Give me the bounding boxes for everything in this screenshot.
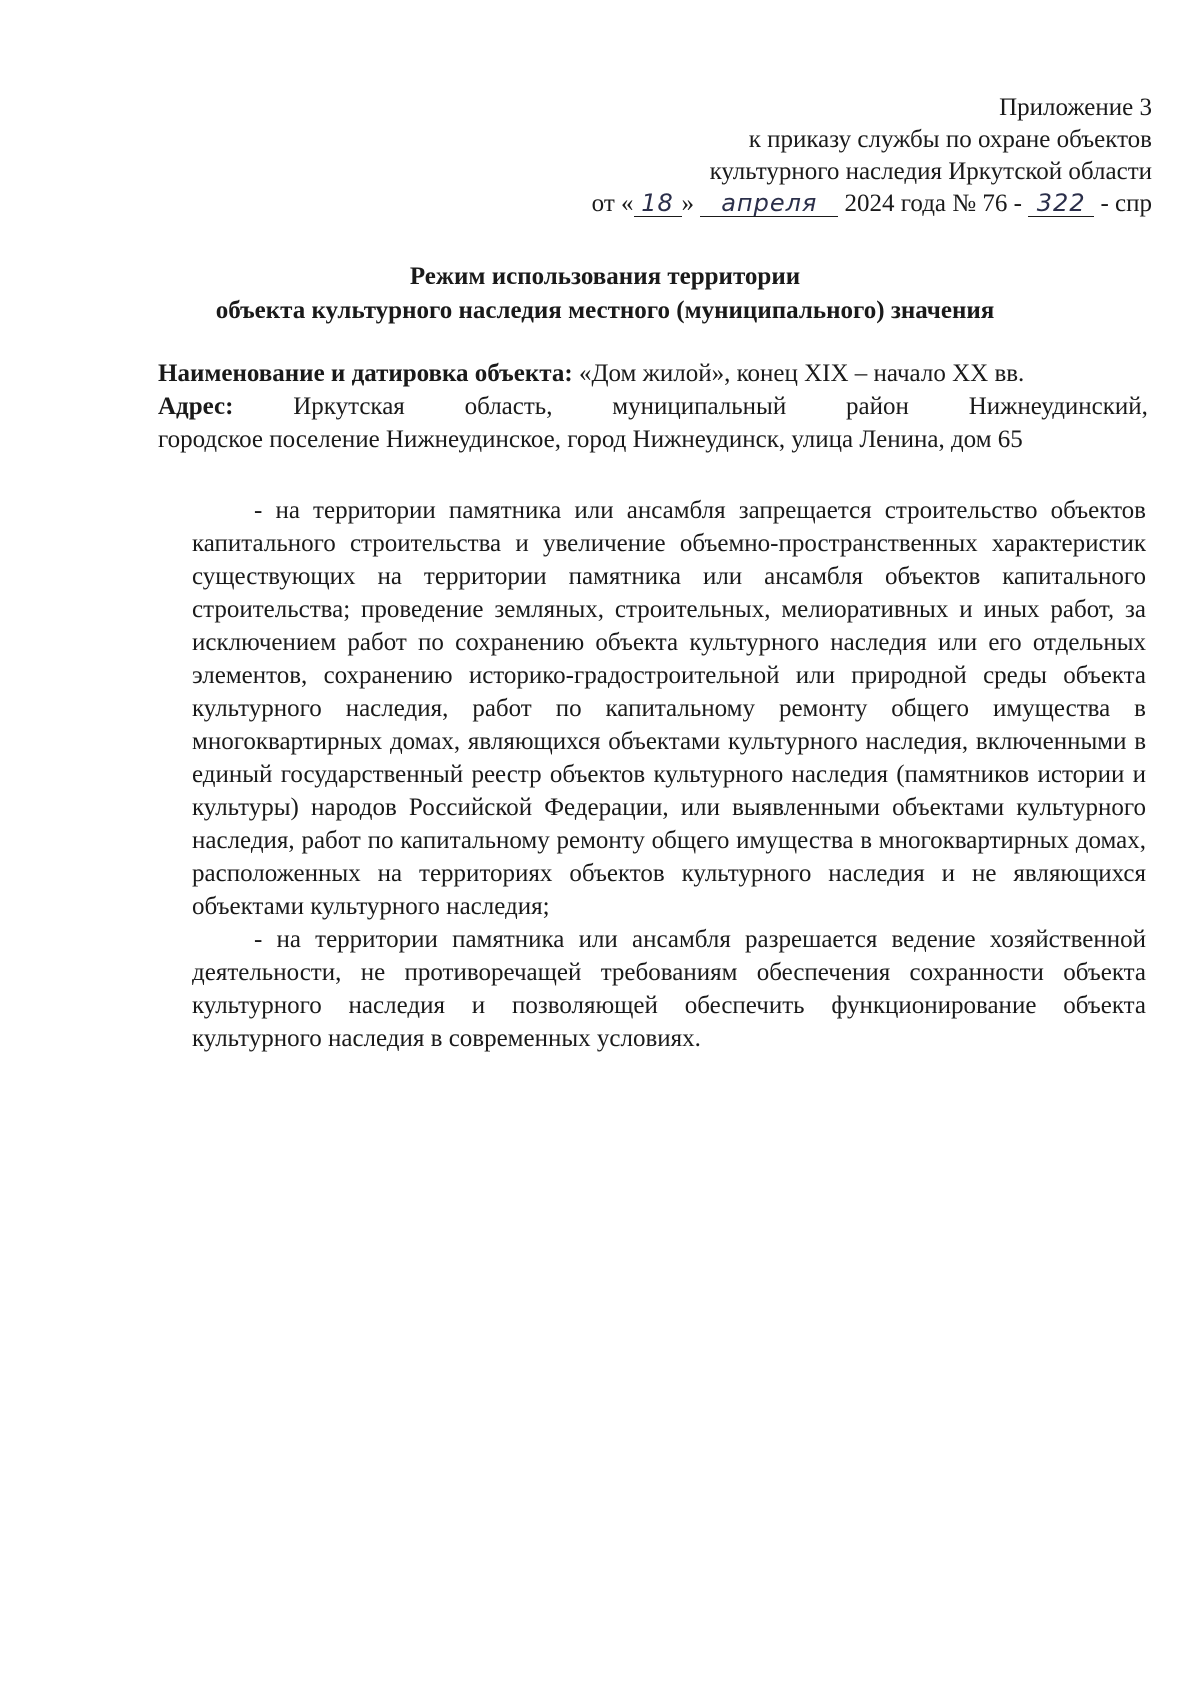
date-mid: »: [681, 190, 695, 217]
order-reference-line2: культурного наследия Иркутской области: [709, 158, 1152, 185]
regime-text: [192, 494, 1146, 1055]
title-line2: объекта культурного наследия местного (муниципального) значения: [215, 297, 995, 324]
date-prefix: от «: [591, 190, 634, 217]
address-word: область,: [464, 393, 553, 420]
address-word: Нижнеудинский,: [968, 393, 1148, 420]
year-and-number: 2024 года № 76 -: [844, 190, 1022, 217]
order-suffix: - спр: [1100, 190, 1152, 217]
address-word: район: [846, 393, 909, 420]
address-word: муниципальный: [612, 393, 787, 420]
address-line2: городское поселение Нижнеудинское, город Нижнеудинск, улица Ленина, дом 65: [158, 426, 1023, 453]
address-word: Иркутская: [293, 393, 405, 420]
document-title: [150, 260, 1060, 328]
handwritten-month: апреля: [700, 190, 838, 217]
handwritten-order-number: 322: [1028, 190, 1094, 217]
handwritten-day: 18: [634, 190, 682, 217]
regime-paragraph-prohibition: - на территории памятника или ансамбля запрещается строительство объектов капитального строительства и увеличение объемно-пространственных характеристик существующих на территории памятника или ансамбля объектов капитального строительства; проведение земляных, строительных, мелиоративных и иных работ, за исключением работ по сохранению объекта культурного наследия или его отдельных элементов, сохранению историко-градостроительной или природной среды объекта культурного наследия, работ по капитальному ремонту общего имущества в многоквартирных домах, являющихся объектами культурного наследия, включенными в единый государственный реестр объектов культурного наследия (памятников истории и культуры) народов Российской Федерации, или выявленными объектами культурного наследия, работ по капитальному ремонту общего имущества в многоквартирных домах, расположенных на территориях объектов культурного наследия и не являющихся объектами культурного наследия;: [192, 497, 1146, 920]
title-line1: Режим использования территории: [409, 263, 801, 290]
address-row: [158, 390, 1148, 423]
order-reference-line1: к приказу службы по охране объектов: [748, 126, 1152, 153]
regime-paragraph-permission: - на территории памятника или ансамбля разрешается ведение хозяйственной деятельности, не противоречащей требованиям обеспечения сохранности объекта культурного наследия и позволяющей обеспечить функционирование объекта культурного наследия в современных условиях.: [192, 926, 1146, 1052]
object-name-value: «Дом жилой», конец XIX – начало XX вв.: [578, 360, 1025, 387]
appendix-number: Приложение 3: [999, 94, 1152, 121]
object-name-label: Наименование и датировка объекта:: [158, 360, 573, 387]
object-name-row: [158, 357, 1148, 390]
appendix-header: [352, 92, 1152, 220]
address-label: Адрес:: [158, 393, 234, 420]
object-info: [158, 357, 1148, 456]
order-date-line: [352, 188, 1152, 220]
